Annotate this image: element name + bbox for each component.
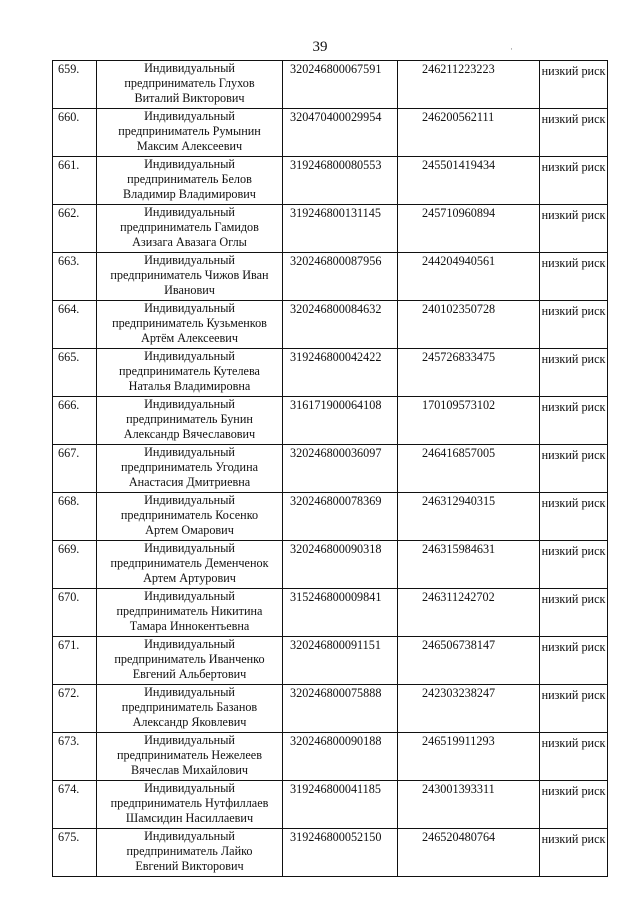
- risk-category-cell: низкий риск: [540, 205, 608, 253]
- entrepreneur-name-cell: [97, 109, 283, 157]
- inn-cell: 246416857005: [398, 445, 540, 493]
- inn-cell: 243001393311: [398, 781, 540, 829]
- entrepreneur-name-line: Индивидуальный: [144, 349, 235, 363]
- table-row: [53, 349, 608, 397]
- entrepreneur-name-line: предприниматель Румынин: [118, 124, 261, 138]
- risk-category-cell: низкий риск: [540, 397, 608, 445]
- page-number: 39: [312, 39, 328, 55]
- inn-cell: 244204940561: [398, 253, 540, 301]
- entrepreneur-name-line: предприниматель Нутфиллаев: [110, 796, 269, 810]
- risk-category-cell: низкий риск: [540, 829, 608, 877]
- entrepreneur-name-line: Артем Омарович: [145, 523, 234, 537]
- entrepreneur-name-cell: [97, 205, 283, 253]
- ogrn-cell: 319246800041185: [283, 781, 398, 829]
- risk-category-cell: низкий риск: [540, 781, 608, 829]
- table-row: [53, 781, 608, 829]
- risk-category-cell: низкий риск: [540, 253, 608, 301]
- ogrn-cell: 320246800087956: [283, 253, 398, 301]
- ogrn-cell: 320246800078369: [283, 493, 398, 541]
- table-row: [53, 733, 608, 781]
- table-row: [53, 301, 608, 349]
- row-number-cell: 670.: [53, 589, 97, 637]
- entrepreneur-name-line: предприниматель Иванченко: [114, 652, 265, 666]
- ogrn-cell: 319246800131145: [283, 205, 398, 253]
- table-row: [53, 829, 608, 877]
- row-number-cell: 661.: [53, 157, 97, 205]
- entrepreneur-name-line: Артём Алексеевич: [141, 331, 238, 345]
- entrepreneur-name-line: Индивидуальный: [144, 541, 235, 555]
- inn-cell: 242303238247: [398, 685, 540, 733]
- entrepreneur-name-line: предприниматель Гамидов: [120, 220, 259, 234]
- registry-table-body: [53, 61, 608, 877]
- row-number-cell: 666.: [53, 397, 97, 445]
- risk-category-cell: низкий риск: [540, 685, 608, 733]
- table-row: [53, 253, 608, 301]
- inn-cell: 246520480764: [398, 829, 540, 877]
- entrepreneur-name-cell: [97, 589, 283, 637]
- entrepreneur-name-line: Индивидуальный: [144, 61, 235, 75]
- ogrn-cell: 320246800067591: [283, 61, 398, 109]
- risk-category-cell: низкий риск: [540, 109, 608, 157]
- entrepreneur-name-cell: [97, 637, 283, 685]
- entrepreneur-name-line: Иванович: [164, 283, 215, 297]
- row-number-cell: 668.: [53, 493, 97, 541]
- entrepreneur-name-cell: [97, 493, 283, 541]
- entrepreneur-name-line: Индивидуальный: [144, 829, 235, 843]
- entrepreneur-name-cell: [97, 253, 283, 301]
- risk-category-cell: низкий риск: [540, 157, 608, 205]
- table-row: [53, 445, 608, 493]
- inn-cell: 170109573102: [398, 397, 540, 445]
- risk-category-cell: низкий риск: [540, 541, 608, 589]
- risk-category-cell: низкий риск: [540, 301, 608, 349]
- entrepreneur-name-line: Индивидуальный: [144, 637, 235, 651]
- ogrn-cell: 320470400029954: [283, 109, 398, 157]
- entrepreneur-name-line: предприниматель Угодина: [120, 460, 259, 474]
- entrepreneur-name-line: Индивидуальный: [144, 781, 235, 795]
- entrepreneur-name-line: Артем Артурович: [143, 571, 236, 585]
- risk-category-cell: низкий риск: [540, 445, 608, 493]
- entrepreneur-name-cell: [97, 61, 283, 109]
- entrepreneur-name-line: Индивидуальный: [144, 685, 235, 699]
- entrepreneur-name-line: Индивидуальный: [144, 109, 235, 123]
- entrepreneur-registry-table: [52, 60, 608, 877]
- risk-category-cell: низкий риск: [540, 493, 608, 541]
- entrepreneur-name-line: Виталий Викторович: [134, 91, 245, 105]
- entrepreneur-name-line: предприниматель Кузьменков: [112, 316, 267, 330]
- ogrn-cell: 320246800075888: [283, 685, 398, 733]
- entrepreneur-name-line: Анастасия Дмитриевна: [128, 475, 251, 489]
- row-number-cell: 673.: [53, 733, 97, 781]
- entrepreneur-name-line: Евгений Викторович: [135, 859, 244, 873]
- entrepreneur-name-line: Александр Вячеславович: [123, 427, 256, 441]
- table-row: [53, 589, 608, 637]
- table-row: [53, 397, 608, 445]
- inn-cell: 245726833475: [398, 349, 540, 397]
- row-number-cell: 667.: [53, 445, 97, 493]
- inn-cell: 240102350728: [398, 301, 540, 349]
- row-number-cell: 665.: [53, 349, 97, 397]
- entrepreneur-name-cell: [97, 829, 283, 877]
- entrepreneur-name-line: Индивидуальный: [144, 589, 235, 603]
- entrepreneur-name-cell: [97, 685, 283, 733]
- inn-cell: 246519911293: [398, 733, 540, 781]
- entrepreneur-name-line: Индивидуальный: [144, 157, 235, 171]
- entrepreneur-name-line: предприниматель Белов: [127, 172, 252, 186]
- entrepreneur-name-cell: [97, 349, 283, 397]
- entrepreneur-name-line: Шамсидин Насиллаевич: [125, 811, 254, 825]
- entrepreneur-name-line: Индивидуальный: [144, 301, 235, 315]
- entrepreneur-name-line: Азизага Авазага Оглы: [132, 235, 247, 249]
- risk-category-cell: низкий риск: [540, 733, 608, 781]
- entrepreneur-name-line: предприниматель Бунин: [126, 412, 253, 426]
- row-number-cell: 662.: [53, 205, 97, 253]
- entrepreneur-name-line: предприниматель Чижов Иван: [110, 268, 269, 282]
- table-row: [53, 61, 608, 109]
- entrepreneur-name-line: Индивидуальный: [144, 733, 235, 747]
- scan-artifact-mark: ·: [510, 44, 513, 54]
- ogrn-cell: 319246800042422: [283, 349, 398, 397]
- table-row: [53, 157, 608, 205]
- entrepreneur-name-line: Евгений Альбертович: [132, 667, 247, 681]
- inn-cell: 246211223223: [398, 61, 540, 109]
- entrepreneur-name-cell: [97, 445, 283, 493]
- entrepreneur-name-line: Индивидуальный: [144, 493, 235, 507]
- ogrn-cell: 319246800080553: [283, 157, 398, 205]
- row-number-cell: 659.: [53, 61, 97, 109]
- entrepreneur-name-line: Индивидуальный: [144, 397, 235, 411]
- ogrn-cell: 316171900064108: [283, 397, 398, 445]
- ogrn-cell: 320246800036097: [283, 445, 398, 493]
- risk-category-cell: низкий риск: [540, 349, 608, 397]
- ogrn-cell: 320246800090188: [283, 733, 398, 781]
- entrepreneur-name-line: Индивидуальный: [144, 253, 235, 267]
- entrepreneur-name-line: Александр Яковлевич: [132, 715, 247, 729]
- table-row: [53, 109, 608, 157]
- entrepreneur-name-line: предприниматель Деменченок: [110, 556, 269, 570]
- entrepreneur-name-cell: [97, 541, 283, 589]
- risk-category-cell: низкий риск: [540, 61, 608, 109]
- ogrn-cell: 320246800084632: [283, 301, 398, 349]
- ogrn-cell: 320246800091151: [283, 637, 398, 685]
- entrepreneur-name-line: предприниматель Лайко: [126, 844, 253, 858]
- entrepreneur-name-line: предприниматель Нежелеев: [117, 748, 262, 762]
- ogrn-cell: 320246800090318: [283, 541, 398, 589]
- entrepreneur-name-line: Максим Алексеевич: [136, 139, 243, 153]
- inn-cell: 246200562111: [398, 109, 540, 157]
- inn-cell: 245501419434: [398, 157, 540, 205]
- table-row: [53, 637, 608, 685]
- entrepreneur-name-cell: [97, 157, 283, 205]
- table-row: [53, 205, 608, 253]
- risk-category-cell: низкий риск: [540, 589, 608, 637]
- entrepreneur-name-line: предприниматель Никитина: [116, 604, 263, 618]
- row-number-cell: 660.: [53, 109, 97, 157]
- row-number-cell: 663.: [53, 253, 97, 301]
- entrepreneur-name-cell: [97, 781, 283, 829]
- ogrn-cell: 315246800009841: [283, 589, 398, 637]
- table-row: [53, 541, 608, 589]
- row-number-cell: 664.: [53, 301, 97, 349]
- table-row: [53, 493, 608, 541]
- row-number-cell: 674.: [53, 781, 97, 829]
- inn-cell: 246311242702: [398, 589, 540, 637]
- entrepreneur-name-line: Индивидуальный: [144, 205, 235, 219]
- entrepreneur-name-line: Индивидуальный: [144, 445, 235, 459]
- entrepreneur-name-line: предприниматель Кутелева: [119, 364, 260, 378]
- entrepreneur-name-line: Вячеслав Михайлович: [130, 763, 249, 777]
- entrepreneur-name-cell: [97, 397, 283, 445]
- entrepreneur-name-line: предприниматель Глухов: [124, 76, 255, 90]
- entrepreneur-name-cell: [97, 301, 283, 349]
- table-row: [53, 685, 608, 733]
- inn-cell: 245710960894: [398, 205, 540, 253]
- entrepreneur-name-line: Наталья Владимировна: [128, 379, 251, 393]
- inn-cell: 246312940315: [398, 493, 540, 541]
- entrepreneur-name-cell: [97, 733, 283, 781]
- entrepreneur-name-line: предприниматель Косенко: [120, 508, 259, 522]
- row-number-cell: 675.: [53, 829, 97, 877]
- inn-cell: 246315984631: [398, 541, 540, 589]
- entrepreneur-name-line: Владимир Владимирович: [123, 187, 256, 201]
- risk-category-cell: низкий риск: [540, 637, 608, 685]
- entrepreneur-name-line: предприниматель Базанов: [121, 700, 258, 714]
- row-number-cell: 672.: [53, 685, 97, 733]
- entrepreneur-name-line: Тамара Иннокентьевна: [129, 619, 250, 633]
- row-number-cell: 669.: [53, 541, 97, 589]
- row-number-cell: 671.: [53, 637, 97, 685]
- inn-cell: 246506738147: [398, 637, 540, 685]
- ogrn-cell: 319246800052150: [283, 829, 398, 877]
